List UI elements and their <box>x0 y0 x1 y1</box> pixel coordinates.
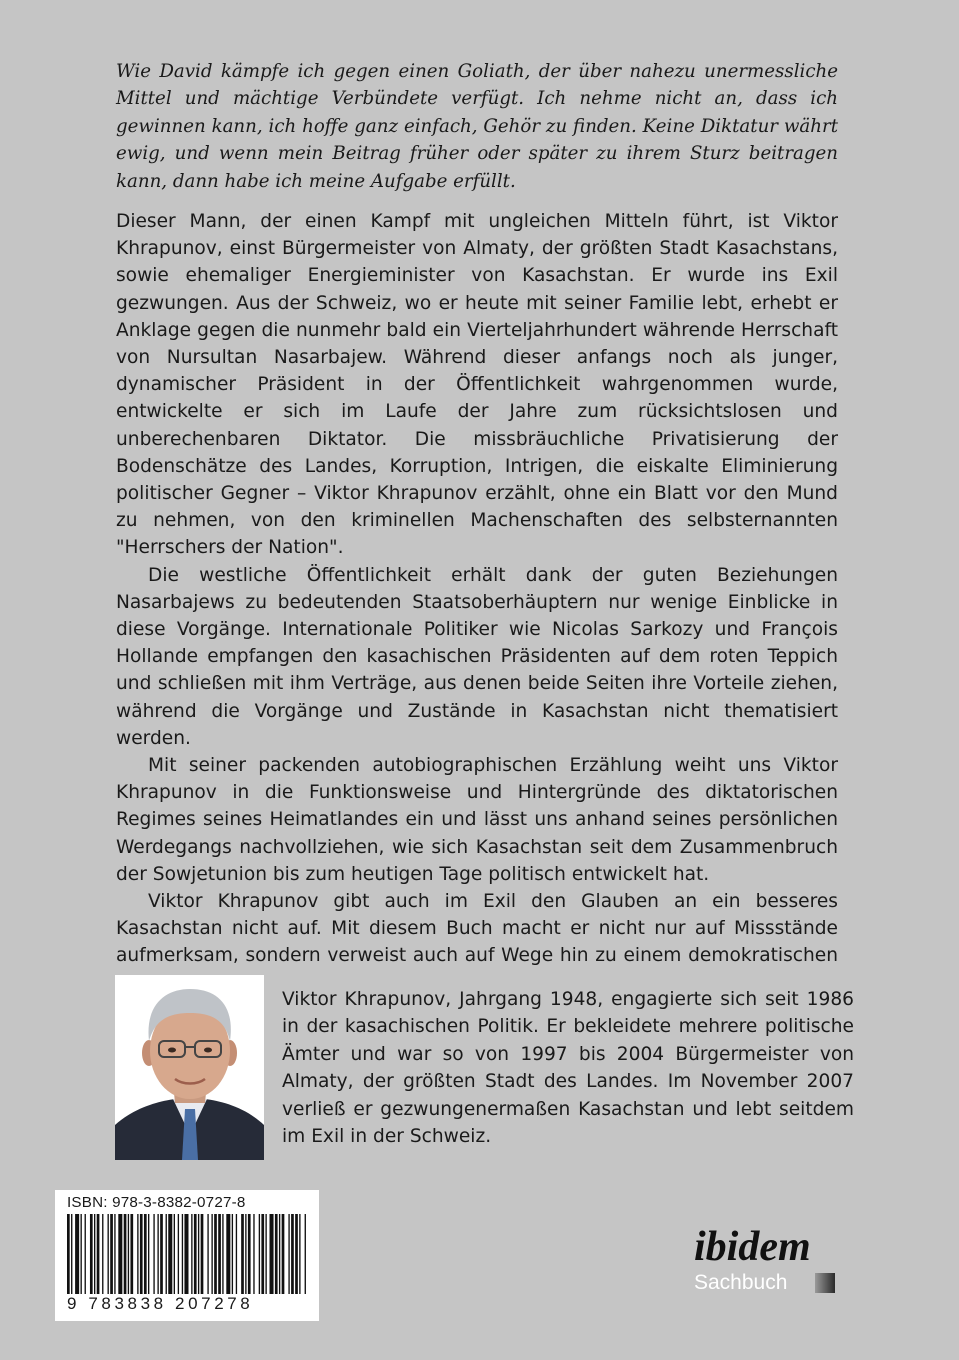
barcode-bar <box>226 1214 230 1294</box>
book-blurb <box>116 208 838 997</box>
barcode-bar <box>236 1214 237 1294</box>
barcode-bar <box>71 1214 72 1294</box>
barcode-bars <box>65 1214 311 1294</box>
barcode-bar <box>114 1214 115 1294</box>
barcode-bar <box>130 1214 133 1294</box>
barcode-bar <box>248 1214 251 1294</box>
barcode-bar <box>214 1214 217 1294</box>
barcode-bar <box>157 1214 158 1294</box>
blurb-paragraph-1: Dieser Mann, der einen Kampf mit ungleichen Mitteln führt, ist Viktor Khrapunov, einst Bürgermeister von Almaty, der größten Stadt Kasachstans, sowie ehemaliger Energieminister von Kasachstan. Er wurde ins Exil gezwungen. Aus der Schweiz, wo er heute mit seiner Familie lebt, erhebt er Anklage gegen die nunmehr bald ein Vierteljahrhundert währende Herrschaft von Nursultan Nasarbajew. Während dieser anfangs noch als junger, dynamischer Präsident in der Öffentlichkeit wahrgenommen wurde, entwickelte er sich im Laufe der Jahre zum rücksichtslosen und unberechenbaren Diktator. Die missbräuchliche Privatisierung der Bodenschätze des Landes, Korruption, Intrigen, die eiskalte Eliminierung politischer Gegner – Viktor Khrapunov erzählt, ohne ein Blatt vor den Mund zu nehmen, von den kriminellen Machenschaften des selbsternannten "Herrschers der Nation". <box>116 211 838 559</box>
barcode-bar <box>191 1214 192 1294</box>
barcode-bar <box>265 1214 266 1294</box>
blurb-paragraph-4: Viktor Khrapunov gibt auch im Exil den Glauben an ein besseres Kasachstan nicht auf. Mit diesem Buch macht er nicht nur auf Missstände aufmerksam, sondern verweist auch auf Wege hin zu einem demokratischen <box>116 891 838 967</box>
barcode-bar <box>291 1214 294 1294</box>
barcode-bar <box>110 1214 113 1294</box>
blurb-paragraph-3: Mit seiner packenden autobiographischen Erzählung weiht uns Viktor Khrapunov in die Funktionsweise und Hintergründe des diktatorischen Regimes seines Heimatlandes ein und lässt uns anhand seines persönlichen Werdegangs nachvollziehen, wie sich Kasachstan seit dem Zusammenbruch der Sowjetunion bis zum heutigen Tage politisch entwickelt hat. <box>116 755 838 885</box>
epigraph-quote: Wie David kämpfe ich gegen einen Goliath, der über nahezu unermessliche Mittel und mächtige Verbündete verfügt. Ich nehme nicht an, dass ich gewinnen kann, ich hoffe ganz einfach, Gehör zu finden. Keine Diktatur währt ewig, und wenn mein Beitrag früher oder später zu ihrem Sturz beitragen kann, dann habe ich meine Aufgabe erfüllt. <box>116 61 838 192</box>
barcode-bar <box>182 1214 183 1294</box>
barcode-bar <box>198 1214 199 1294</box>
barcode-bar <box>148 1214 149 1294</box>
barcode-bar <box>279 1214 280 1294</box>
barcode-bar <box>90 1214 93 1294</box>
barcode-bar <box>275 1214 278 1294</box>
barcode-bar <box>201 1214 204 1294</box>
barcode-bar <box>270 1214 274 1294</box>
barcode-bar <box>153 1214 154 1294</box>
barcode-bar <box>102 1214 103 1294</box>
barcode-bar <box>222 1214 223 1294</box>
barcode-bar <box>174 1214 175 1294</box>
barcode-bar <box>288 1214 289 1294</box>
barcode-bar <box>232 1214 233 1294</box>
barcode-bar <box>253 1214 254 1294</box>
publisher-imprint: Sachbuch <box>694 1271 788 1294</box>
barcode-bar <box>299 1214 300 1294</box>
barcode-bar <box>194 1214 197 1294</box>
barcode-bar <box>178 1214 179 1294</box>
barcode-bar <box>211 1214 212 1294</box>
publisher-logo-square <box>815 1273 835 1293</box>
isbn-label: ISBN: 978-3-8382-0727-8 <box>67 1194 246 1211</box>
barcode-bar <box>166 1214 167 1294</box>
barcode-bar <box>137 1214 138 1294</box>
barcode-bar <box>259 1214 260 1294</box>
barcode-bar <box>140 1214 143 1294</box>
author-bio: Viktor Khrapunov, Jahrgang 1948, engagierte sich seit 1986 in der kasachischen Politik. Er bekleidete mehrere politische Ämter und war so von 1997 bis 2004 Bürgermeister von Almaty, der größten Stadt des Landes. Im November 2007 verließ er gezwungenermaßen Kasachstan und lebt seitdem im Exil in der Schweiz. <box>282 989 854 1148</box>
barcode-bar <box>218 1214 221 1294</box>
barcode-bar <box>97 1214 100 1294</box>
barcode-bar <box>85 1214 86 1294</box>
barcode-bar <box>118 1214 122 1294</box>
barcode-bar <box>144 1214 147 1294</box>
barcode-bar <box>128 1214 129 1294</box>
author-photo <box>115 975 264 1160</box>
barcode-bar <box>160 1214 163 1294</box>
blurb-paragraph-2: Die westliche Öffentlichkeit erhält dank der guten Beziehungen Nasarbajews zu bedeutenden Staatsoberhäuptern nur wenige Einblicke in diese Vorgänge. Internationale Politiker wie Nicolas Sarkozy und François Hollande empfangen den kasachischen Präsidenten auf dem roten Teppich und schließen mit ihm Verträge, aus denen beide Seiten ihre Vorteile ziehen, während die Vorgänge und Zustände in Kasachstan nicht thematisiert werden. <box>116 564 838 749</box>
barcode-bar <box>245 1214 246 1294</box>
barcode-bar <box>81 1214 82 1294</box>
barcode-bar <box>295 1214 298 1294</box>
barcode-bar <box>108 1214 109 1294</box>
barcode-bar <box>168 1214 172 1294</box>
isbn-barcode <box>55 1190 319 1321</box>
barcode-bar <box>241 1214 244 1294</box>
barcode-bar <box>75 1214 79 1294</box>
barcode-bar <box>282 1214 285 1294</box>
barcode-bar <box>67 1214 70 1294</box>
barcode-bar <box>124 1214 127 1294</box>
barcode-bar <box>207 1214 208 1294</box>
barcode-bar <box>261 1214 264 1294</box>
barcode-digits: 9 783838 207278 <box>67 1294 254 1313</box>
author-portrait-image <box>115 975 264 1160</box>
barcode-bar <box>94 1214 95 1294</box>
barcode-bar <box>305 1214 306 1294</box>
publisher-logo: ibidem <box>694 1224 811 1270</box>
barcode-bar <box>184 1214 188 1294</box>
